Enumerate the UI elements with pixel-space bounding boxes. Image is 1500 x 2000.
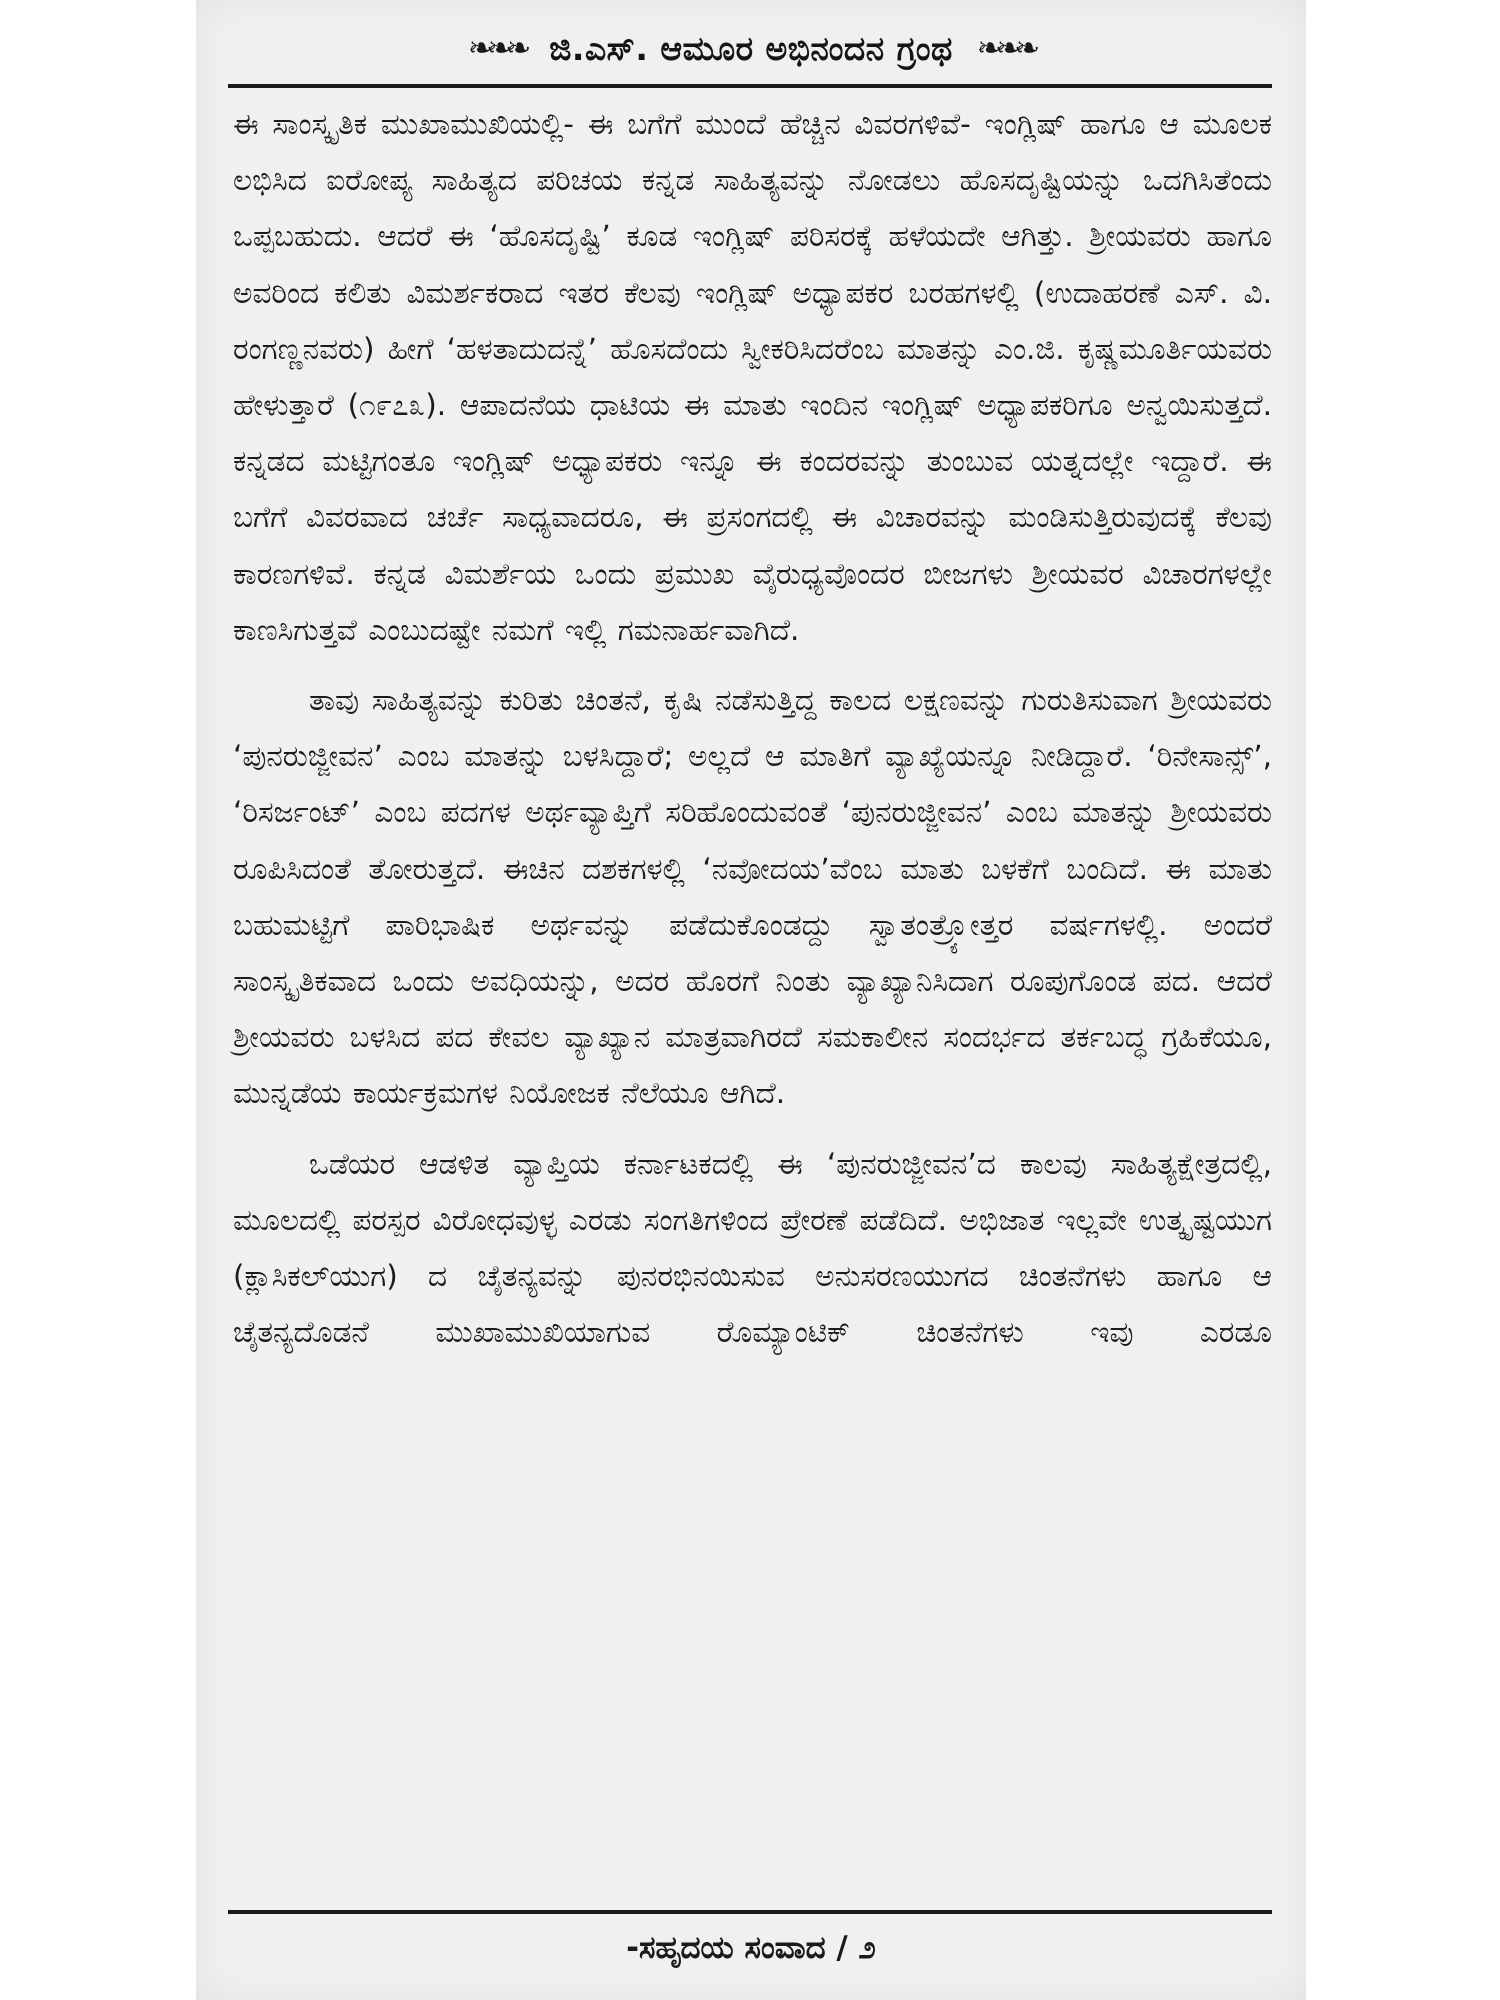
page-footer: -ಸಹೃದಯ ಸಂವಾದ / ೨ <box>626 1930 876 1966</box>
running-header <box>196 22 1306 76</box>
body-text <box>233 96 1272 1360</box>
ornament-right-icon: ❧❧❧ <box>976 31 1035 66</box>
footer-rule <box>228 1910 1272 1914</box>
ornament-left-icon: ❧❧❧ <box>467 31 526 66</box>
paragraph-3: ಒಡೆಯರ ಆಡಳಿತ ವ್ಯಾಪ್ತಿಯ ಕರ್ನಾಟಕದಲ್ಲಿ ಈ ‘ಪುನರುಜ್ಜೀವನ’ದ ಕಾಲವು ಸಾಹಿತ್ಯಕ್ಷೇತ್ರದಲ್ಲಿ, ಮೂಲದಲ್ಲಿ ಪರಸ್ಪರ ವಿರೋಧವುಳ್ಳ ಎರಡು ಸಂಗತಿಗಳಿಂದ ಪ್ರೇರಣೆ ಪಡೆದಿದೆ. ಅಭಿಜಾತ ಇಲ್ಲವೇ ಉತ್ಕೃಷ್ಟಯುಗ (ಕ್ಲಾಸಿಕಲ್‌ಯುಗ) ದ ಚೈತನ್ಯವನ್ನು ಪುನರಭಿನಯಿಸುವ ಅನುಸರಣಯುಗದ ಚಿಂತನೆಗಳು ಹಾಗೂ ಆ ಚೈತನ್ಯದೊಡನೆ ಮುಖಾಮುಖಿಯಾಗುವ ರೊಮ್ಯಾಂಟಿಕ್ ಚಿಂತನೆಗಳು ಇವು ಎರಡೂ <box>233 1146 1272 1350</box>
book-page <box>196 0 1306 2000</box>
paragraph-1: ಈ ಸಾಂಸ್ಕೃತಿಕ ಮುಖಾಮುಖಿಯಲ್ಲಿ- ಈ ಬಗೆಗೆ ಮುಂದೆ ಹೆಚ್ಚಿನ ವಿವರಗಳಿವೆ- ಇಂಗ್ಲಿಷ್ ಹಾಗೂ ಆ ಮೂಲಕ ಲಭಿಸಿದ ಐರೋಪ್ಯ ಸಾಹಿತ್ಯದ ಪರಿಚಯ ಕನ್ನಡ ಸಾಹಿತ್ಯವನ್ನು ನೋಡಲು ಹೊಸದೃಷ್ಟಿಯನ್ನು ಒದಗಿಸಿತೆಂದು ಒಪ್ಪಬಹುದು. ಆದರೆ ಈ ‘ಹೊಸದೃಷ್ಟಿ’ ಕೂಡ ಇಂಗ್ಲಿಷ್ ಪರಿಸರಕ್ಕೆ ಹಳೆಯದೇ ಆಗಿತ್ತು. ಶ್ರೀಯವರು ಹಾಗೂ ಅವರಿಂದ ಕಲಿತು ವಿಮರ್ಶಕರಾದ ಇತರ ಕೆಲವು ಇಂಗ್ಲಿಷ್ ಅಧ್ಯಾಪಕರ ಬರಹಗಳಲ್ಲಿ (ಉದಾಹರಣೆ ಎಸ್. ವಿ. ರಂಗಣ್ಣನವರು) ಹೀಗೆ ‘ಹಳತಾದುದನ್ನೆ’ ಹೊಸದೆಂದು ಸ್ವೀಕರಿಸಿದರೆಂಬ ಮಾತನ್ನು ಎಂ.ಜಿ. ಕೃಷ್ಣಮೂರ್ತಿಯವರು ಹೇಳುತ್ತಾರೆ (೧೯೭೩). ಆಪಾದನೆಯ ಧಾಟಿಯ ಈ ಮಾತು ಇಂದಿನ ಇಂಗ್ಲಿಷ್ ಅಧ್ಯಾಪಕರಿಗೂ ಅನ್ವಯಿಸುತ್ತದೆ. ಕನ್ನಡದ ಮಟ್ಟಿಗಂತೂ ಇಂಗ್ಲಿಷ್ ಅಧ್ಯಾಪಕರು ಇನ್ನೂ ಈ ಕಂದರವನ್ನು ತುಂಬುವ ಯತ್ನದಲ್ಲೇ ಇದ್ದಾರೆ. ಈ ಬಗೆಗೆ ವಿವರವಾದ ಚರ್ಚೆ ಸಾಧ್ಯವಾದರೂ, ಈ ಪ್ರಸಂಗದಲ್ಲಿ ಈ ವಿಚಾರವನ್ನು ಮಂಡಿಸುತ್ತಿರುವುದಕ್ಕೆ ಕೆಲವು ಕಾರಣಗಳಿವೆ. ಕನ್ನಡ ವಿಮರ್ಶೆಯ ಒಂದು ಪ್ರಮುಖ ವೈರುಧ್ಯವೊಂದರ ಬೀಜಗಳು ಶ್ರೀಯವರ ವಿಚಾರಗಳಲ್ಲೇ ಕಾಣಸಿಗುತ್ತವೆ ಎಂಬುದಷ್ಟೇ ನಮಗೆ ಇಲ್ಲಿ ಗಮನಾರ್ಹವಾಗಿದೆ. <box>233 107 1272 647</box>
header-rule <box>228 84 1272 88</box>
paragraph-2: ತಾವು ಸಾಹಿತ್ಯವನ್ನು ಕುರಿತು ಚಿಂತನೆ, ಕೃಷಿ ನಡೆಸುತ್ತಿದ್ದ ಕಾಲದ ಲಕ್ಷಣವನ್ನು ಗುರುತಿಸುವಾಗ ಶ್ರೀಯವರು ‘ಪುನರುಜ್ಜೀವನ’ ಎಂಬ ಮಾತನ್ನು ಬಳಸಿದ್ದಾರೆ; ಅಲ್ಲದೆ ಆ ಮಾತಿಗೆ ವ್ಯಾಖ್ಯೆಯನ್ನೂ ನೀಡಿದ್ದಾರೆ. ‘ರಿನೇಸಾನ್ಸ್’, ‘ರಿಸರ್ಜಂಟ್’ ಎಂಬ ಪದಗಳ ಅರ್ಥವ್ಯಾಪ್ತಿಗೆ ಸರಿಹೊಂದುವಂತೆ ‘ಪುನರುಜ್ಜೀವನ’ ಎಂಬ ಮಾತನ್ನು ಶ್ರೀಯವರು ರೂಪಿಸಿದಂತೆ ತೋರುತ್ತದೆ. ಈಚಿನ ದಶಕಗಳಲ್ಲಿ ‘ನವೋದಯ’ವೆಂಬ ಮಾತು ಬಳಕೆಗೆ ಬಂದಿದೆ. ಈ ಮಾತು ಬಹುಮಟ್ಟಿಗೆ ಪಾರಿಭಾಷಿಕ ಅರ್ಥವನ್ನು ಪಡೆದುಕೊಂಡದ್ದು ಸ್ವಾತಂತ್ರ್ಯೋತ್ತರ ವರ್ಷಗಳಲ್ಲಿ. ಅಂದರೆ ಸಾಂಸ್ಕೃತಿಕವಾದ ಒಂದು ಅವಧಿಯನ್ನು, ಅದರ ಹೊರಗೆ ನಿಂತು ವ್ಯಾಖ್ಯಾನಿಸಿದಾಗ ರೂಪುಗೊಂಡ ಪದ. ಆದರೆ ಶ್ರೀಯವರು ಬಳಸಿದ ಪದ ಕೇವಲ ವ್ಯಾಖ್ಯಾನ ಮಾತ್ರವಾಗಿರದೆ ಸಮಕಾಲೀನ ಸಂದರ್ಭದ ತರ್ಕಬದ್ಧ ಗ್ರಹಿಕೆಯೂ, ಮುನ್ನಡೆಯ ಕಾರ್ಯಕ್ರಮಗಳ ನಿಯೋಜಕ ನೆಲೆಯೂ ಆಗಿದೆ. <box>233 683 1272 1111</box>
header-title: ಜಿ.ಎಸ್. ಆಮೂರ ಅಭಿನಂದನ ಗ್ರಂಥ <box>549 29 953 68</box>
